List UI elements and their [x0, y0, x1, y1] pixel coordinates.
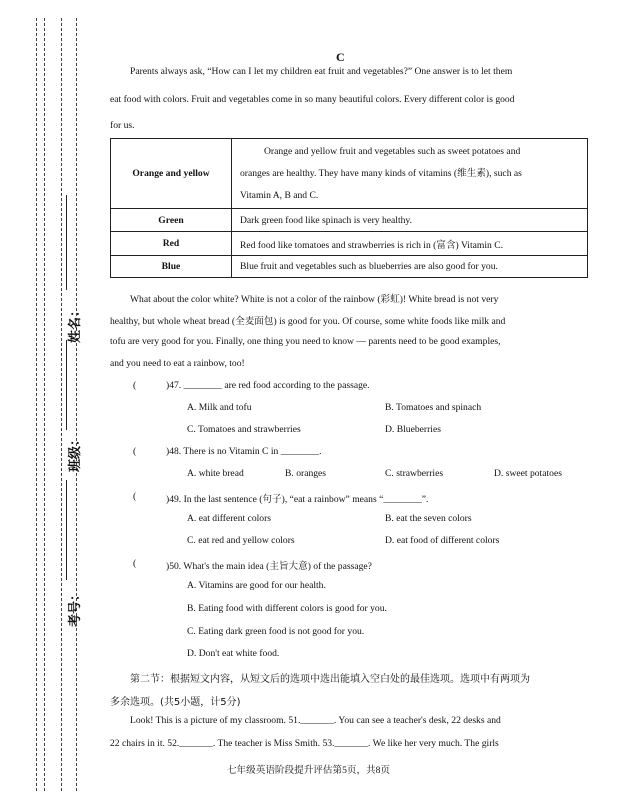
section-instruction: 多余选项。(共5小题，计5分) — [110, 697, 241, 708]
para-line: healthy, but whole wheat bread (全麦面包) is good for you. Of course, some white foods like milk and — [110, 316, 506, 327]
section-instruction: 第二节：根据短文内容，从短文后的选项中选出能填入空白处的最佳选项。选项中有两项为 — [130, 674, 530, 685]
cut-line — [61, 18, 62, 791]
name-label: 姓名： — [68, 303, 84, 344]
para-line: and you need to eat a rainbow, too! — [110, 358, 245, 369]
answer-paren: ( — [133, 446, 137, 457]
para-line: tofu are very good for you. Finally, one thing you need to know — parents need to be good examples, — [110, 336, 501, 347]
table-row — [111, 209, 588, 232]
desc-cell: Blue fruit and vegetables such as blueberries are also good for you. — [232, 256, 588, 278]
desc-cell: Red food like tomatoes and strawberries is rich in (富含) Vitamin C. — [232, 232, 588, 256]
option: B. eat the seven colors — [385, 513, 472, 524]
cut-line — [44, 18, 45, 791]
option: A. Vitamins are good for our health. — [187, 580, 326, 591]
class-write-line — [66, 340, 67, 430]
intro-line: Parents always ask, “How can I let my children eat fruit and vegetables?” One answer is to let them — [130, 66, 513, 77]
answer-paren: ( — [133, 380, 137, 391]
color-cell: Orange and yellow — [111, 139, 232, 209]
option: A. white bread — [187, 468, 244, 479]
option: C. Eating dark green food is not good for you. — [187, 626, 365, 637]
table-row — [111, 256, 588, 278]
page-footer: 七年级英语阶段提升评估第5页，共8页 — [226, 765, 391, 776]
para-line: What about the color white? White is not a color of the rainbow (彩虹)! White bread is not very — [130, 294, 499, 305]
option: A. eat different colors — [187, 513, 272, 524]
option: D. eat food of different colors — [385, 535, 500, 546]
color-cell: Blue — [111, 256, 232, 278]
cut-line — [76, 18, 77, 791]
option: B. Eating food with different colors is good for you. — [187, 603, 387, 614]
desc-cell: Orange and yellow fruit and vegetables such as sweet potatoes and oranges are healthy. They have many kinds of vitamins (维生素), such as Vitamin A, B and C. — [232, 139, 588, 209]
binding-margin — [0, 0, 95, 801]
intro-line: for us. — [110, 120, 135, 131]
table-row — [111, 139, 588, 209]
table-row — [111, 232, 588, 256]
option: D. Don't eat white food. — [187, 648, 280, 659]
answer-paren: ( — [133, 491, 137, 502]
cut-line — [36, 18, 37, 791]
question-stem: )47. ________ are red food according to the passage. — [166, 380, 370, 391]
exam-no-write-line — [66, 480, 67, 580]
question-stem: )49. In the last sentence (句子), “eat a rainbow” means “________”. — [166, 494, 429, 505]
option: D. sweet potatoes — [494, 468, 562, 479]
color-cell: Green — [111, 209, 232, 232]
desc-cell: Dark green food like spinach is very healthy. — [232, 209, 588, 232]
question-stem: )48. There is no Vitamin C in ________. — [166, 446, 322, 457]
answer-paren: ( — [133, 558, 137, 569]
option: B. oranges — [285, 468, 327, 479]
color-cell: Red — [111, 232, 232, 256]
option: B. Tomatoes and spinach — [385, 402, 482, 413]
exam-no-label: 考号： — [68, 587, 84, 628]
color-table — [110, 138, 588, 278]
option: C. eat red and yellow colors — [187, 535, 295, 546]
cloze-line: Look! This is a picture of my classroom. 51._______. You can see a teacher's desk, 22 desks and — [130, 715, 501, 726]
option: C. Tomatoes and strawberries — [187, 424, 301, 435]
cloze-line: 22 chairs in it. 52._______. The teacher is Miss Smith. 53._______. We like her very much. The girls — [110, 738, 499, 749]
class-label: 班级： — [68, 432, 84, 473]
section-title: C — [336, 50, 345, 64]
intro-line: eat food with colors. Fruit and vegetables come in so many beautiful colors. Every different color is good — [110, 94, 515, 105]
option: D. Blueberries — [385, 424, 441, 435]
option: A. Milk and tofu — [187, 402, 252, 413]
question-stem: )50. What's the main idea (主旨大意) of the passage? — [166, 561, 372, 572]
name-write-line — [66, 195, 67, 290]
option: C. strawberries — [385, 468, 444, 479]
